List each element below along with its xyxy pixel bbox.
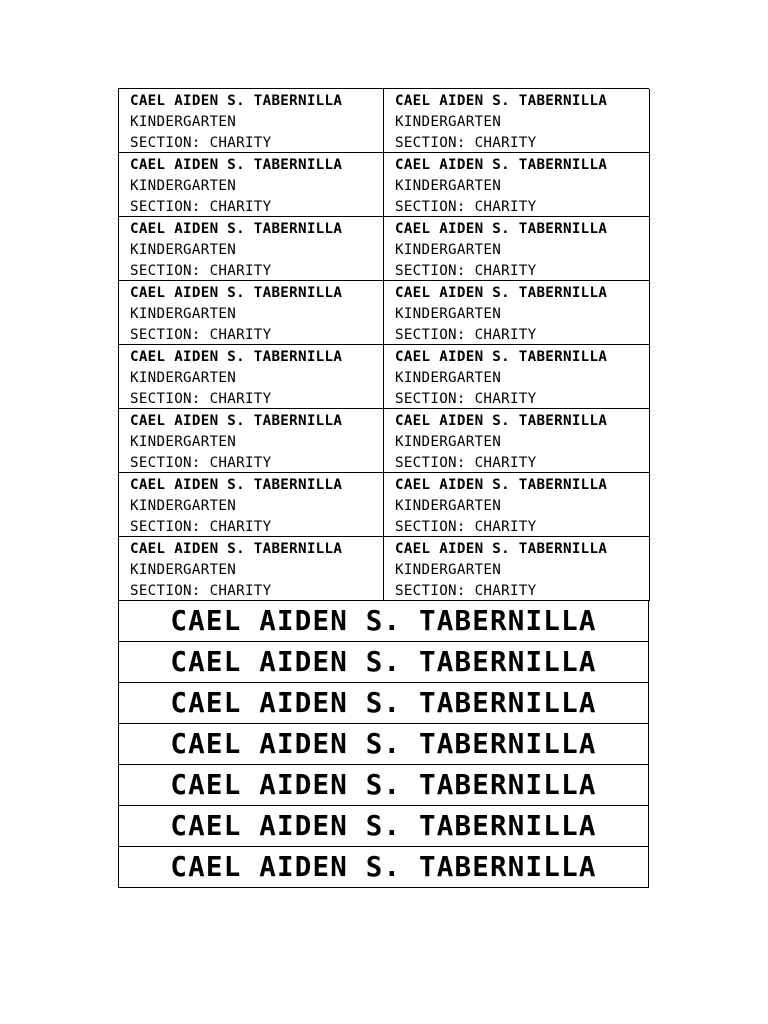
small-label [119,89,384,153]
small-label [384,89,650,153]
grade-level: KINDERGARTEN [395,242,502,258]
large-name-label: CAEL AIDEN S. TABERNILLA [119,806,649,847]
student-name: CAEL AIDEN S. TABERNILLA [130,285,343,301]
grade-level: KINDERGARTEN [395,434,502,450]
section-name: SECTION: CHARITY [130,199,272,215]
section-name: SECTION: CHARITY [395,455,537,471]
grade-level: KINDERGARTEN [130,114,237,130]
section-name: SECTION: CHARITY [395,583,537,599]
student-name: CAEL AIDEN S. TABERNILLA [395,349,608,365]
student-name: CAEL AIDEN S. TABERNILLA [130,349,343,365]
section-name: SECTION: CHARITY [395,519,537,535]
grade-level: KINDERGARTEN [395,562,502,578]
small-label [119,281,384,345]
grade-level: KINDERGARTEN [395,370,502,386]
small-label [384,409,650,473]
section-name: SECTION: CHARITY [395,391,537,407]
grade-level: KINDERGARTEN [130,242,237,258]
small-label [119,473,384,537]
grade-level: KINDERGARTEN [130,306,237,322]
label-sheet [118,88,649,888]
small-label [119,217,384,281]
student-name: CAEL AIDEN S. TABERNILLA [130,157,343,173]
small-label [119,345,384,409]
grade-level: KINDERGARTEN [130,434,237,450]
student-name: CAEL AIDEN S. TABERNILLA [130,477,343,493]
small-label [119,409,384,473]
grade-level: KINDERGARTEN [130,178,237,194]
student-name: CAEL AIDEN S. TABERNILLA [395,541,608,557]
grade-level: KINDERGARTEN [395,306,502,322]
grade-level: KINDERGARTEN [130,370,237,386]
section-name: SECTION: CHARITY [395,327,537,343]
small-label [384,537,650,601]
large-name-label: CAEL AIDEN S. TABERNILLA [119,642,649,683]
small-label [384,217,650,281]
section-name: SECTION: CHARITY [130,327,272,343]
section-name: SECTION: CHARITY [130,583,272,599]
section-name: SECTION: CHARITY [130,135,272,151]
student-name: CAEL AIDEN S. TABERNILLA [395,413,608,429]
grade-level: KINDERGARTEN [395,498,502,514]
student-name: CAEL AIDEN S. TABERNILLA [130,93,343,109]
large-name-label: CAEL AIDEN S. TABERNILLA [119,847,649,888]
section-name: SECTION: CHARITY [130,519,272,535]
student-name: CAEL AIDEN S. TABERNILLA [130,221,343,237]
small-label [384,473,650,537]
section-name: SECTION: CHARITY [130,263,272,279]
large-name-label: CAEL AIDEN S. TABERNILLA [119,765,649,806]
section-name: SECTION: CHARITY [395,135,537,151]
small-label [384,281,650,345]
large-name-label: CAEL AIDEN S. TABERNILLA [119,724,649,765]
grade-level: KINDERGARTEN [130,498,237,514]
student-name: CAEL AIDEN S. TABERNILLA [130,413,343,429]
small-label [384,153,650,217]
student-name: CAEL AIDEN S. TABERNILLA [130,541,343,557]
small-label [119,153,384,217]
student-name: CAEL AIDEN S. TABERNILLA [395,477,608,493]
section-name: SECTION: CHARITY [130,391,272,407]
section-name: SECTION: CHARITY [130,455,272,471]
student-name: CAEL AIDEN S. TABERNILLA [395,157,608,173]
small-label-grid [118,88,649,601]
student-name: CAEL AIDEN S. TABERNILLA [395,93,608,109]
large-name-label-list [118,601,649,888]
student-name: CAEL AIDEN S. TABERNILLA [395,285,608,301]
grade-level: KINDERGARTEN [395,178,502,194]
large-name-label: CAEL AIDEN S. TABERNILLA [119,683,649,724]
small-label [119,537,384,601]
small-label [384,345,650,409]
grade-level: KINDERGARTEN [130,562,237,578]
section-name: SECTION: CHARITY [395,199,537,215]
section-name: SECTION: CHARITY [395,263,537,279]
large-name-label: CAEL AIDEN S. TABERNILLA [119,601,649,642]
grade-level: KINDERGARTEN [395,114,502,130]
student-name: CAEL AIDEN S. TABERNILLA [395,221,608,237]
